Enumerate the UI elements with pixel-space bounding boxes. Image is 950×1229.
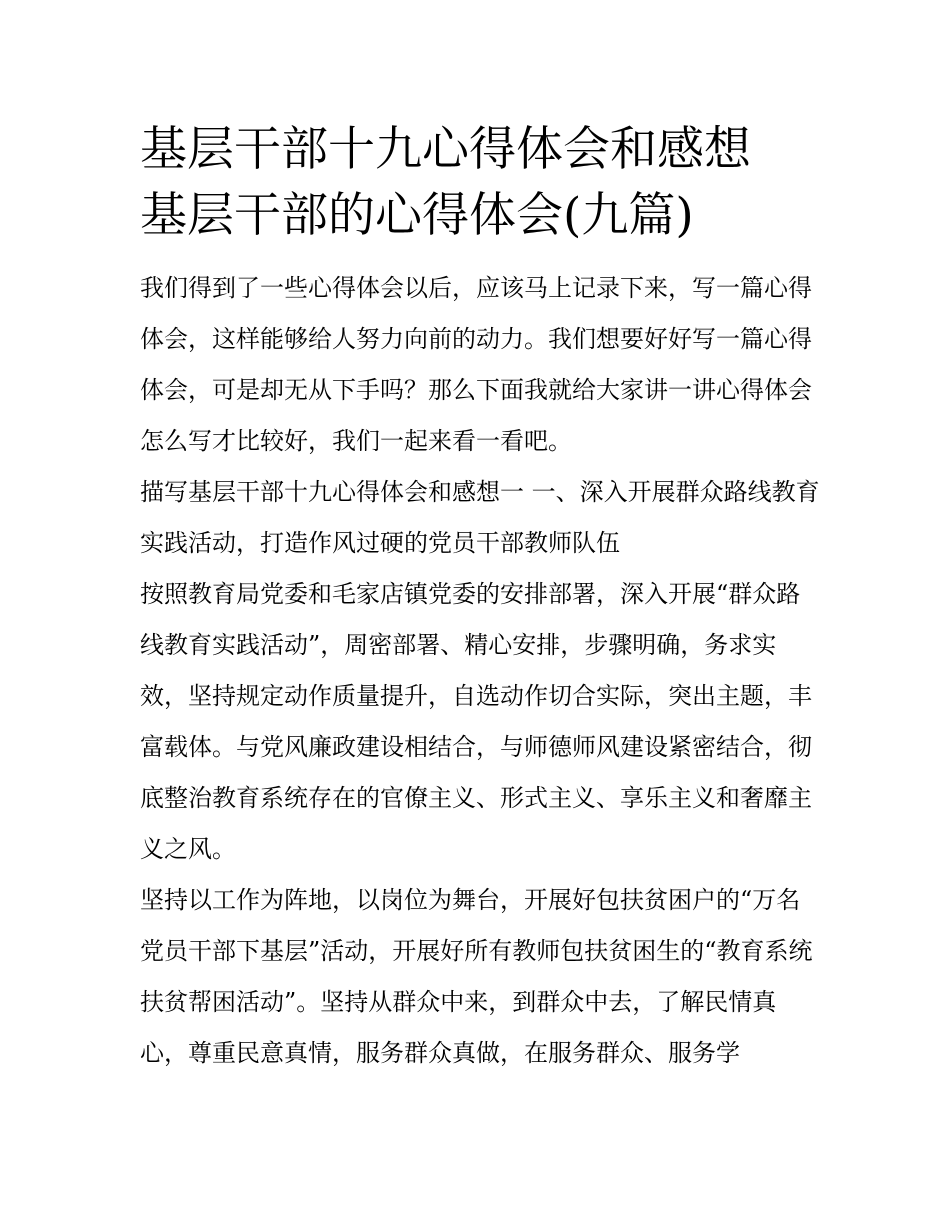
title-line-1: 基层干部十九心得体会和感想: [140, 122, 751, 177]
paragraph-deployment: 按照教育局党委和毛家店镇党委的安排部署，深入开展“群众路线教育实践活动”，周密部署、精心安排，步骤明确，务求实效，坚持规定动作质量提升，自选动作切合实际，突出主题，丰富载体。与党风廉政建设相结合，与师德师风建设紧密结合，彻底整治教育系统存在的官僚主义、形式主义、享乐主义和奢靡主义之风。: [140, 580, 812, 863]
paragraph-section-heading: 描写基层干部十九心得体会和感想一 一、深入开展群众路线教育实践活动，打造作风过硬的党员干部教师队伍: [140, 478, 820, 557]
paragraph-poverty-assistance: 坚持以工作为阵地，以岗位为舞台，开展好包扶贫困户的“万名党员干部下基层”活动，开展好所有教师包扶贫困生的“教育系统扶贫帮困活动”。坚持从群众中来，到群众中去，了解民情真心，尊重民意真情，服务群众真做，在服务群众、服务学: [140, 886, 813, 1067]
paragraph-intro: 我们得到了一些心得体会以后，应该马上记录下来，写一篇心得体会，这样能够给人努力向前的动力。我们想要好好写一篇心得体会，可是却无从下手吗？那么下面我就给大家讲一讲心得体会怎么写才比较好，我们一起来看一看吧。: [140, 274, 812, 455]
title-line-2: 基层干部的心得体会(九篇): [140, 188, 694, 243]
document-content: [140, 117, 820, 1079]
document-body: [140, 263, 820, 1079]
document-title: [140, 117, 820, 249]
